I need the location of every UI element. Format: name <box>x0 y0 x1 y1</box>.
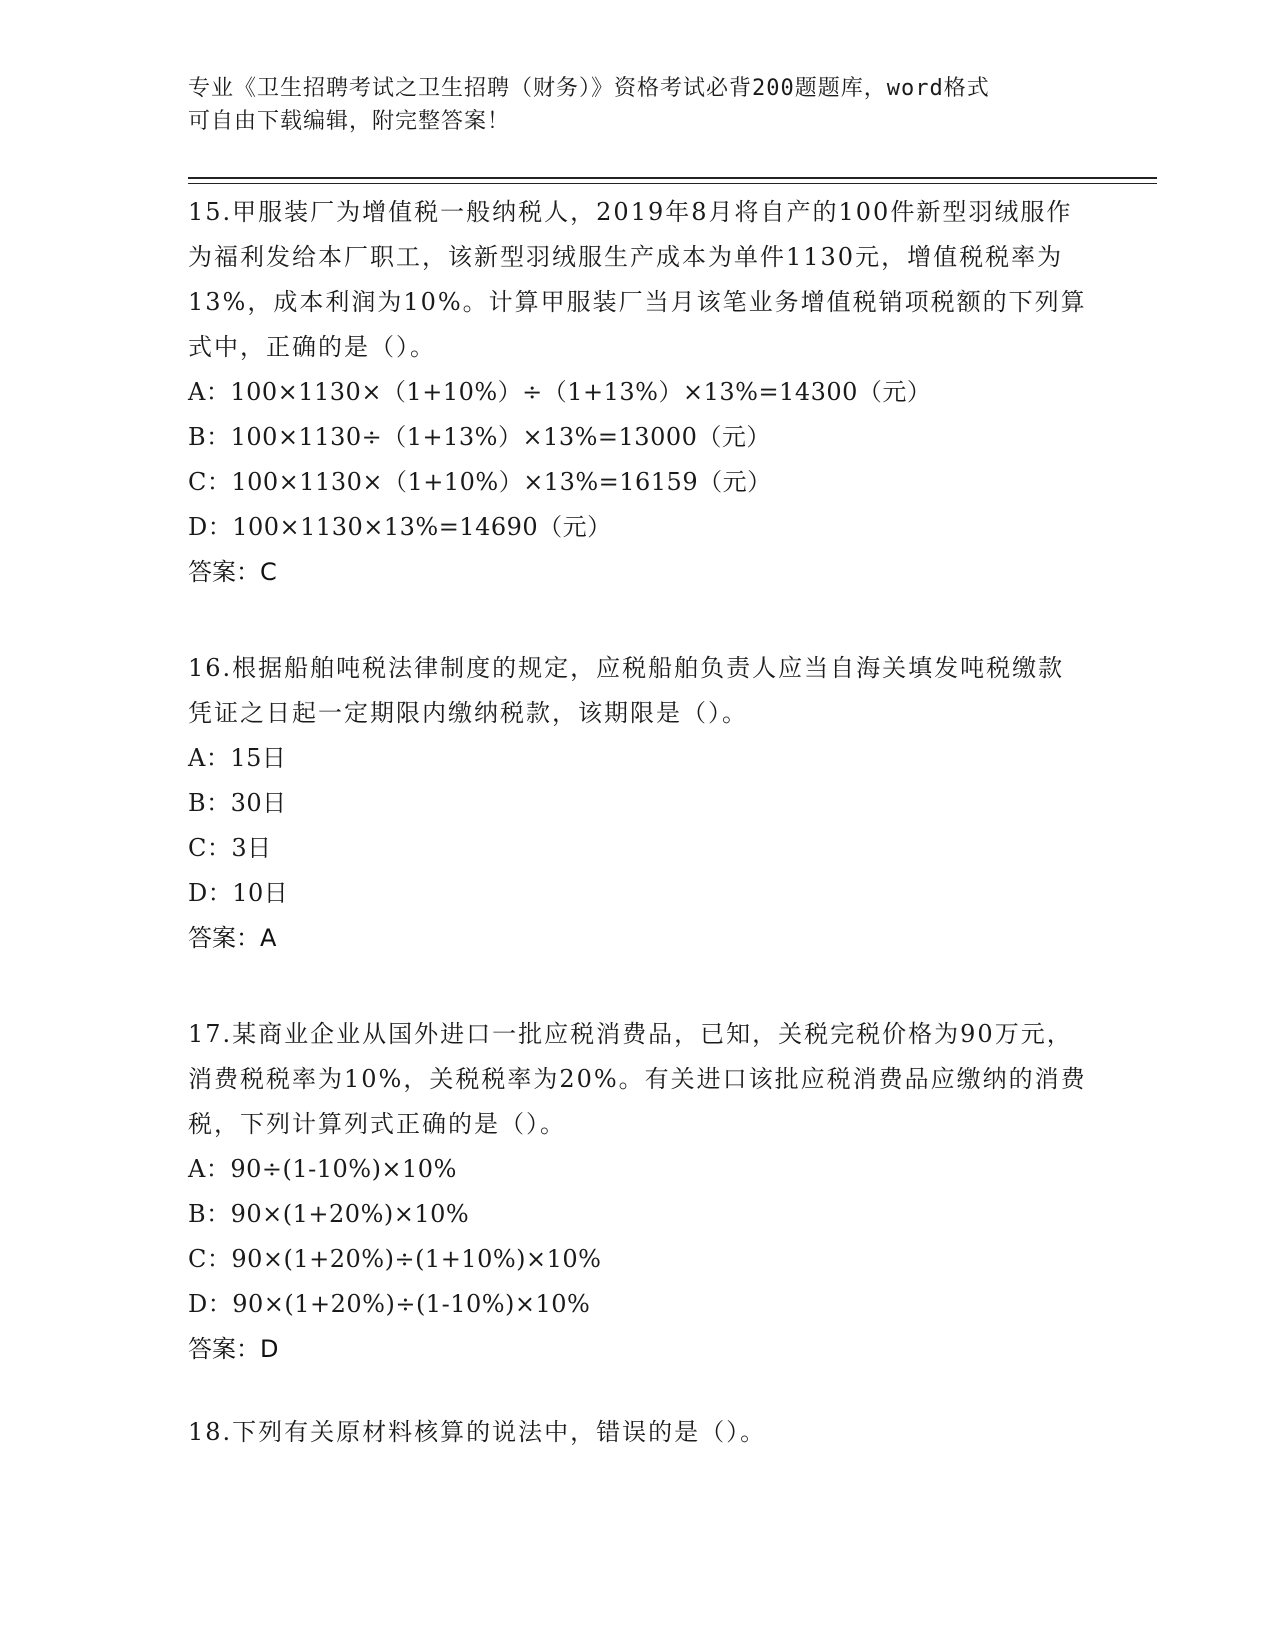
option-d: D：10日 <box>188 879 289 907</box>
option-b: B：100×1130÷（1+13%）×13%=13000（元） <box>188 423 771 451</box>
question-18 <box>188 1410 1088 1455</box>
header-line-2: 可自由下载编辑，附完整答案！ <box>188 109 511 134</box>
option-b: B：90×(1+20%)×10% <box>188 1200 470 1228</box>
question-17 <box>188 1012 1088 1372</box>
document-header <box>188 72 1068 138</box>
question-stem: 16.根据船舶吨税法律制度的规定，应税船舶负责人应当自海关填发吨税缴款凭证之日起一定期限内缴纳税款，该期限是（）。 <box>188 654 1065 727</box>
option-c: C：90×(1+20%)÷(1+10%)×10% <box>188 1245 602 1273</box>
header-divider-thick <box>188 177 1157 179</box>
option-c: C：100×1130×（1+10%）×13%=16159（元） <box>188 468 772 496</box>
question-15 <box>188 190 1088 595</box>
answer-line: 答案：A <box>188 924 277 952</box>
question-16 <box>188 646 1088 961</box>
question-stem: 15.甲服装厂为增值税一般纳税人，2019年8月将自产的100件新型羽绒服作为福利发给本厂职工，该新型羽绒服生产成本为单件1130元，增值税税率为13%，成本利润为10%。计算甲服装厂当月该笔业务增值税销项税额的下列算式中，正确的是（）。 <box>188 198 1087 361</box>
option-c: C：3日 <box>188 834 272 862</box>
answer-line: 答案：C <box>188 558 277 586</box>
question-stem: 17.某商业企业从国外进口一批应税消费品，已知，关税完税价格为90万元，消费税税率为10%，关税税率为20%。有关进口该批应税消费品应缴纳的消费税，下列计算列式正确的是（）。 <box>188 1020 1087 1138</box>
option-a: A：100×1130×（1+10%）÷（1+13%）×13%=14300（元） <box>188 378 932 406</box>
header-line-1: 专业《卫生招聘考试之卫生招聘（财务）》资格考试必背200题题库，word格式 <box>188 76 990 101</box>
option-b: B：30日 <box>188 789 287 817</box>
header-divider-thin <box>188 183 1157 184</box>
question-stem: 18.下列有关原材料核算的说法中，错误的是（）。 <box>188 1418 767 1446</box>
option-d: D：90×(1+20%)÷(1-10%)×10% <box>188 1290 591 1318</box>
option-a: A：15日 <box>188 744 287 772</box>
answer-line: 答案：D <box>188 1335 279 1363</box>
option-d: D：100×1130×13%=14690（元） <box>188 513 612 541</box>
option-a: A：90÷(1-10%)×10% <box>188 1155 457 1183</box>
